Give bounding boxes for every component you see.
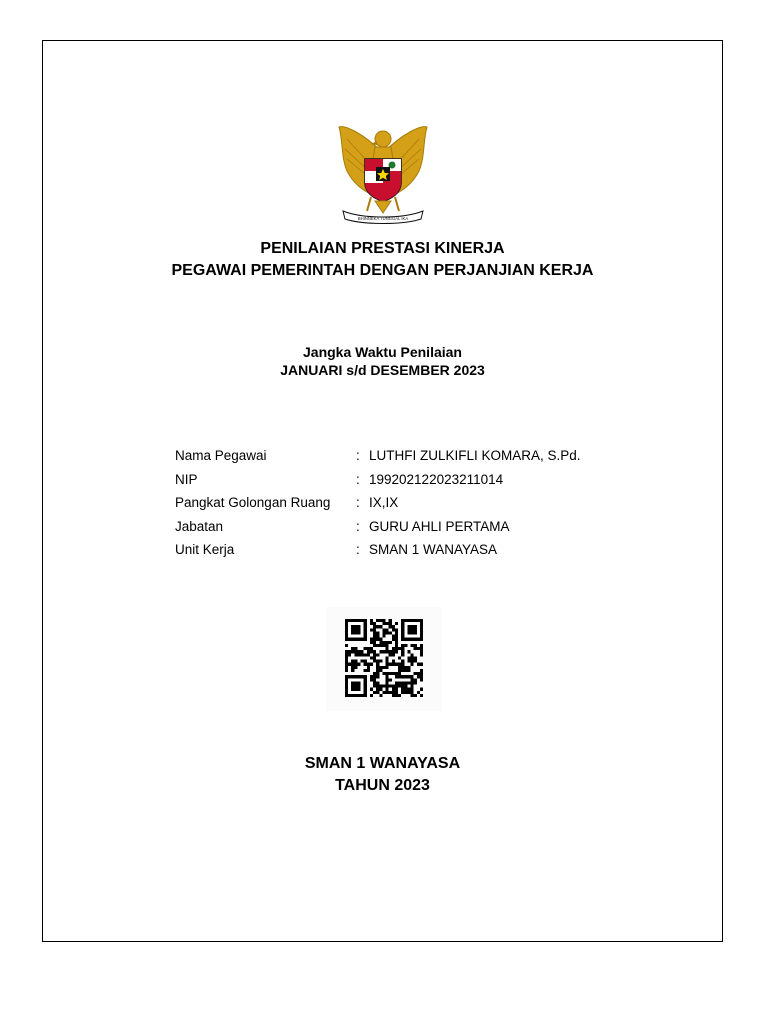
document-footer	[43, 753, 722, 797]
info-colon: :	[356, 495, 360, 511]
info-value: SMAN 1 WANAYASA	[369, 542, 498, 558]
info-row-unit	[175, 538, 581, 562]
info-row-position	[175, 515, 581, 539]
qr-code-icon	[326, 607, 442, 711]
footer-school: SMAN 1 WANAYASA	[304, 755, 461, 772]
info-row-name	[175, 444, 581, 468]
info-colon: :	[356, 471, 360, 487]
document-title	[43, 238, 722, 282]
info-label: Nama Pegawai	[175, 448, 267, 463]
footer-year: TAHUN 2023	[335, 777, 430, 794]
period-label: Jangka Waktu Penilaian	[303, 344, 462, 360]
info-colon: :	[356, 448, 360, 463]
info-label: Pangkat Golongan Ruang	[175, 495, 331, 511]
period-value: JANUARI s/d DESEMBER 2023	[280, 362, 485, 378]
info-value: IX,IX	[369, 495, 399, 511]
info-value: GURU AHLI PERTAMA	[369, 518, 510, 534]
info-row-nip	[175, 468, 581, 492]
info-colon: :	[356, 542, 360, 558]
document-page	[42, 40, 723, 942]
info-colon: :	[356, 518, 360, 534]
emblem-motto: BHINNEKA TUNGGAL IKA	[357, 216, 409, 221]
info-label: Jabatan	[175, 518, 224, 534]
info-row-rank	[175, 491, 581, 515]
garuda-emblem-icon	[333, 123, 433, 227]
info-label: Unit Kerja	[175, 542, 235, 558]
assessment-period	[43, 343, 722, 379]
title-line-1: PENILAIAN PRESTASI KINERJA	[260, 240, 505, 257]
employee-info	[175, 444, 581, 562]
info-value: LUTHFI ZULKIFLI KOMARA, S.Pd.	[369, 448, 581, 463]
info-label: NIP	[175, 471, 198, 487]
info-value: 199202122023211014	[369, 471, 504, 487]
title-line-2: PEGAWAI PEMERINTAH DENGAN PERJANJIAN KERJA	[171, 262, 594, 279]
